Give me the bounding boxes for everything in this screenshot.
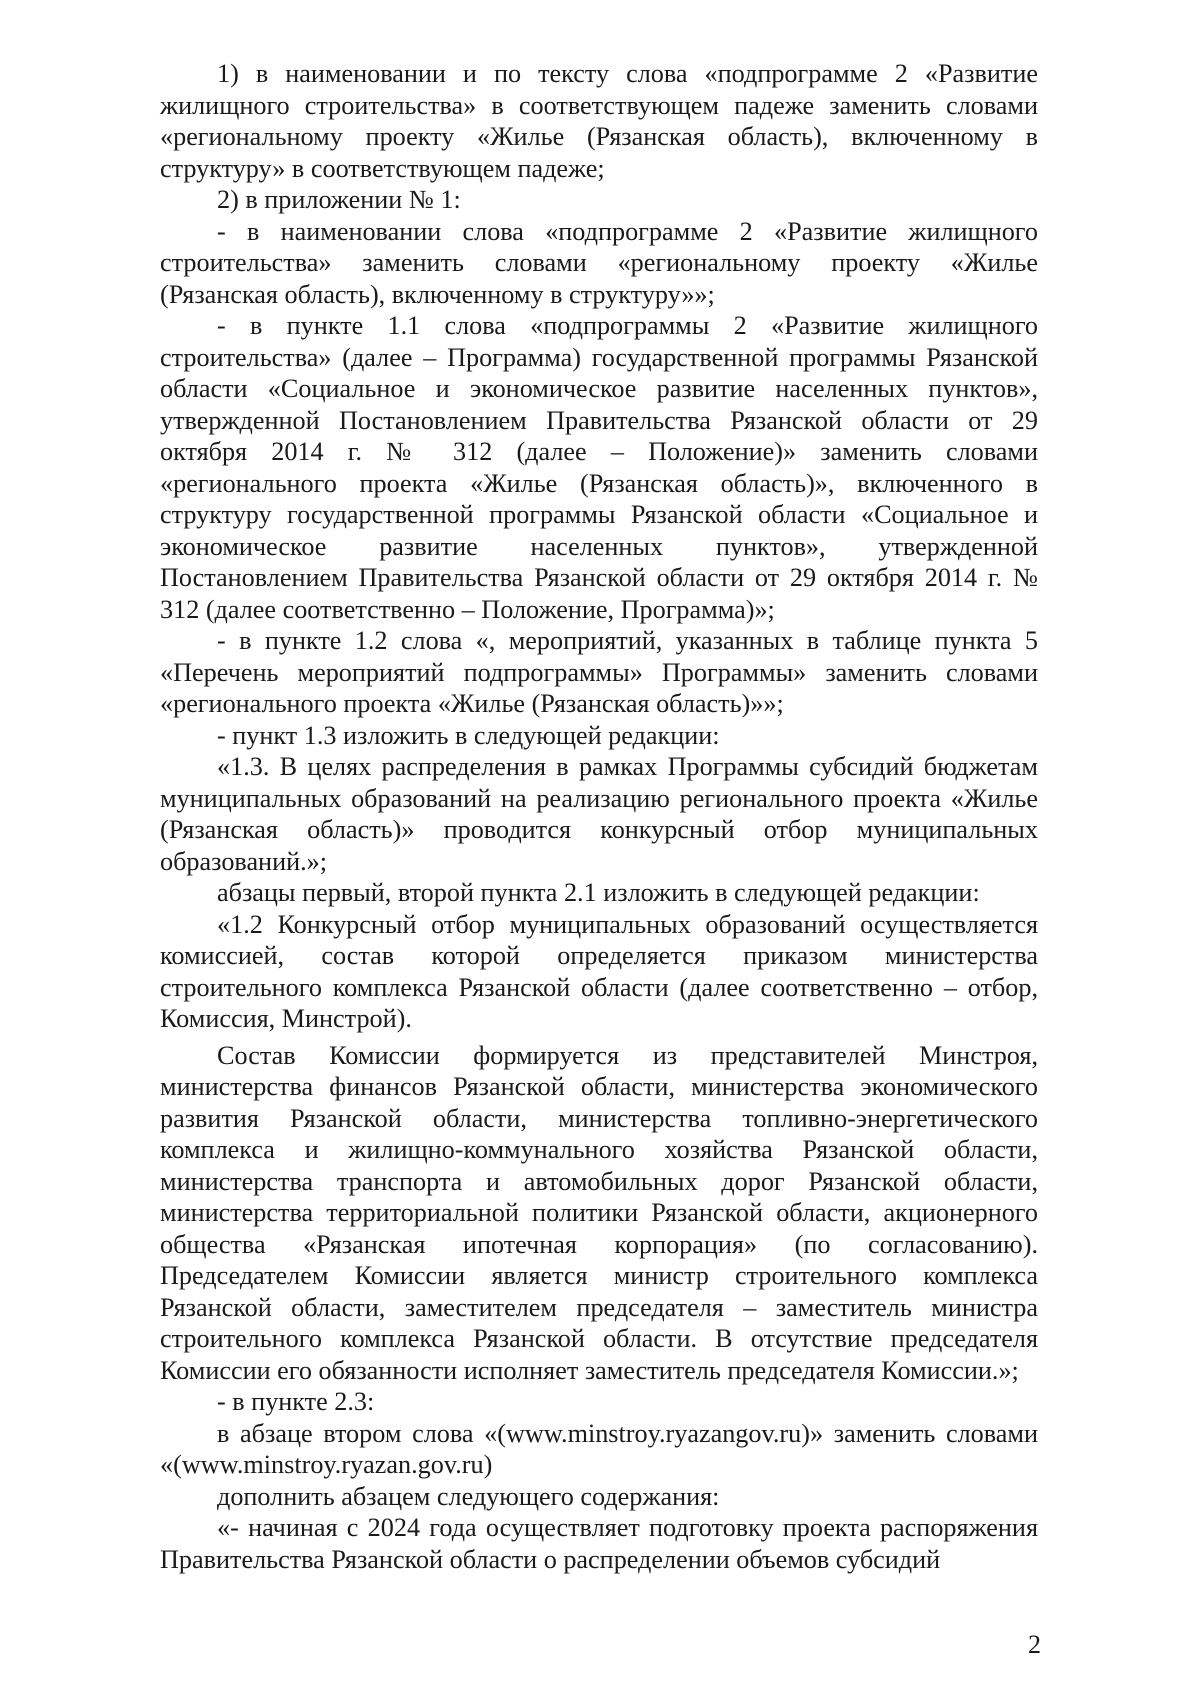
paragraph-13: дополнить абзацем следующего содержания: bbox=[217, 1481, 720, 1511]
page-number: 2 bbox=[1028, 1630, 1041, 1659]
paragraph-7: «1.3. В целях распределения в рамках Программы субсидий бюджетам муниципальных образований на реализацию регионального проекта «Жилье (Рязанская область)» проводится конкурсный отбор муниципальных образований.»; bbox=[160, 752, 1038, 876]
paragraph-10: Состав Комиссии формируется из представителей Минстроя, министерства финансов Рязанской области, министерства экономического развития Рязанской области, министерства топливно-энергетического комплекса и жилищно-коммунального хозяйства Рязанской области, министерства транспорта и автомобильных дорог Рязанской области, министерства территориальной политики Рязанской области, акционерного общества «Рязанская ипотечная корпорация» (по согласованию). Председателем Комиссии является министр строительного комплекса Рязанской области, заместителем председателя – заместитель министра строительного комплекса Рязанской области. В отсутствие председателя Комиссии его обязанности исполняет заместитель председателя Комиссии.»; bbox=[160, 1040, 1038, 1385]
paragraph-1: 1) в наименовании и по тексту слова «подпрограмме 2 «Развитие жилищного строительства» в соответствующем падеже заменить словами «региональному проекту «Жилье (Рязанская область), включенному в структуру» в соответствующем падеже; bbox=[160, 59, 1038, 183]
paragraph-3: - в наименовании слова «подпрограмме 2 «Развитие жилищного строительства» заменить словами «региональному проекту «Жилье (Рязанская область), включенному в структуру»»; bbox=[160, 216, 1038, 309]
paragraph-2: 2) в приложении № 1: bbox=[217, 185, 461, 214]
paragraph-12: в абзаце втором слова «(www.minstroy.ryazangov.ru)» заменить словами «(www.minstroy.ryazan.gov.ru) bbox=[160, 1418, 1038, 1479]
paragraph-9: «1.2 Конкурсный отбор муниципальных образований осуществляется комиссией, состав которой определяется приказом министерства строительного комплекса Рязанской области (далее соответственно – отбор, Комиссия, Минстрой). bbox=[160, 909, 1038, 1033]
paragraph-6: - пункт 1.3 изложить в следующей редакции: bbox=[217, 720, 720, 750]
paragraph-4: - в пункте 1.1 слова «подпрограммы 2 «Развитие жилищного строительства» (далее – Программа) государственной программы Рязанской области «Социальное и экономическое развитие населенных пунктов», утвержденной Постановлением Правительства Рязанской области от 29 октября 2014 г. № 312 (далее – Положение)» заменить словами «регионального проекта «Жилье (Рязанская область)», включенного в структуру государственной программы Рязанской области «Социальное и экономическое развитие населенных пунктов», утвержденной Постановлением Правительства Рязанской области от 29 октября 2014 г. № 312 (далее соответственно – Положение, Программа)»; bbox=[160, 311, 1038, 624]
paragraph-14: «- начиная с 2024 года осуществляет подготовку проекта распоряжения Правительства Рязанской области о распределении объемов субсидий bbox=[160, 1513, 1038, 1574]
paragraph-5: - в пункте 1.2 слова «, мероприятий, указанных в таблице пункта 5 «Перечень мероприятий подпрограммы» Программы» заменить словами «регионального проекта «Жилье (Рязанская область)»»; bbox=[160, 626, 1038, 718]
paragraph-11: - в пункте 2.3: bbox=[217, 1387, 375, 1416]
document-body bbox=[160, 58, 1038, 1575]
paragraph-8: абзацы первый, второй пункта 2.1 изложить в следующей редакции: bbox=[217, 878, 980, 907]
